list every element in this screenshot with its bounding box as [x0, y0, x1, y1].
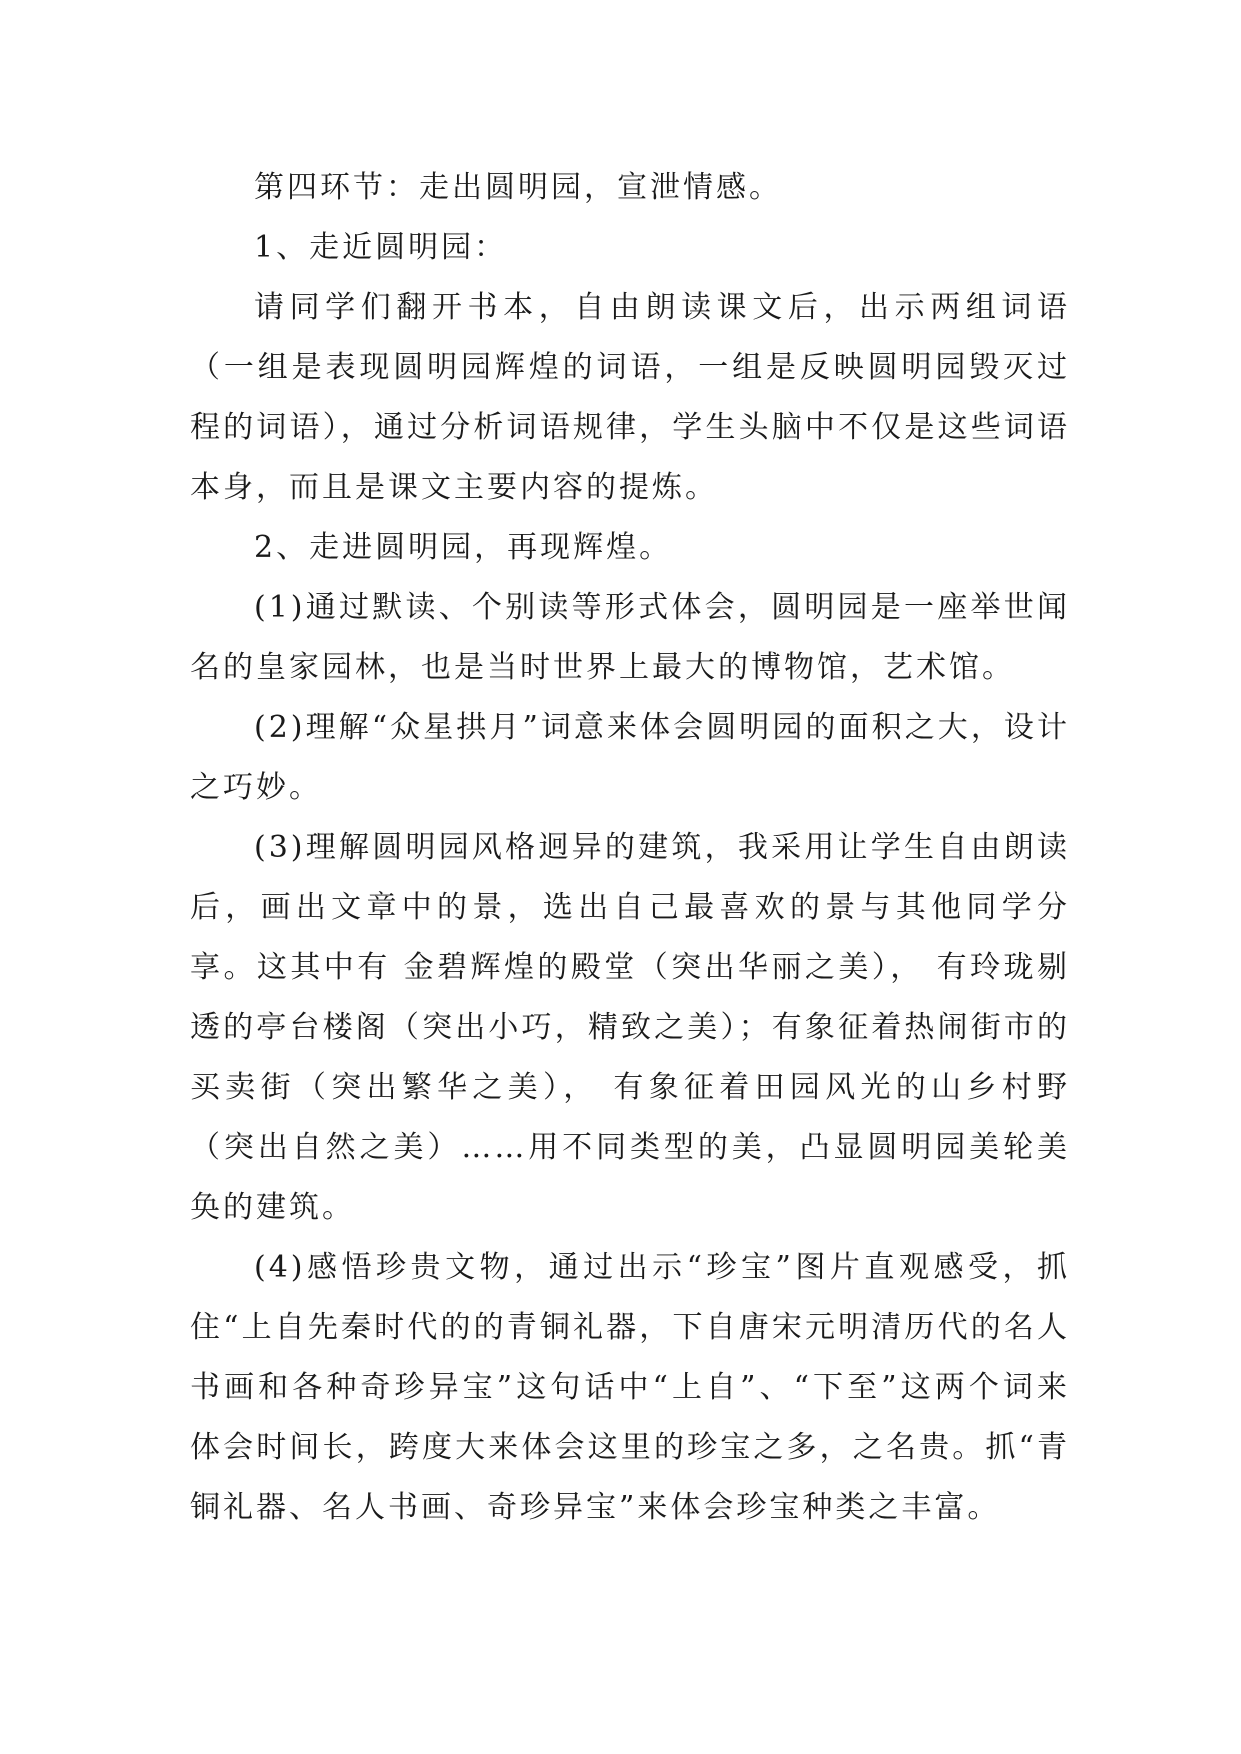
- paragraph-reading: 请同学们翻开书本，自由朗读课文后，出示两组词语（一组是表现圆明园辉煌的词语，一组是反映圆明园毁灭过程的词语），通过分析词语规律，学生头脑中不仅是这些词语本身，而且是课文主要内容的提炼。: [190, 290, 1070, 505]
- paragraph-item-2: (2)理解“众星拱月”词意来体会圆明园的面积之大，设计之巧妙。: [190, 710, 1070, 805]
- paragraph-item-4: (4)感悟珍贵文物，通过出示“珍宝”图片直观感受，抓住“上自先秦时代的的青铜礼器，下自唐宋元明清历代的名人书画和各种奇珍异宝”这句话中“上自”、“下至”这两个词来体会时间长，跨度大来体会这里的珍宝之多，之名贵。抓“青铜礼器、名人书画、奇珍异宝”来体会珍宝种类之丰富。: [190, 1250, 1070, 1525]
- document-body: [190, 158, 1070, 1538]
- paragraph-item-3: (3)理解圆明园风格迥异的建筑，我采用让学生自由朗读后，画出文章中的景，选出自己最喜欢的景与其他同学分享。这其中有 金碧辉煌的殿堂（突出华丽之美）， 有玲珑剔透的亭台楼阁（突出小巧，精致之美）；有象征着热闹街市的买卖街（突出繁华之美）， 有象征着田园风光的山乡村野（突出自然之美）……用不同类型的美，凸显圆明园美轮美奂的建筑。: [190, 830, 1070, 1225]
- subheading-approach: 1、走近圆明园：: [254, 230, 508, 265]
- paragraph-item-1: (1)通过默读、个别读等形式体会，圆明园是一座举世闻名的皇家园林，也是当时世界上最大的博物馆，艺术馆。: [190, 590, 1070, 685]
- subheading-enter: 2、走进圆明园，再现辉煌。: [254, 530, 673, 565]
- section-heading: 第四环节：走出圆明园，宣泄情感。: [254, 170, 782, 205]
